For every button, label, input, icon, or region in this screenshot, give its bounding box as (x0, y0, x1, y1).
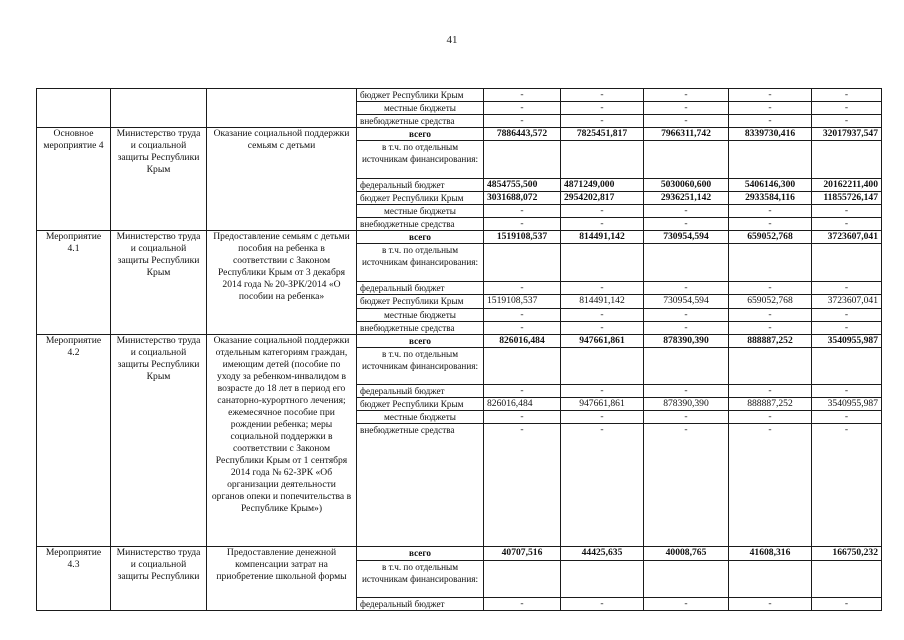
value-2018: 8339730,416 (729, 128, 812, 141)
value-2018 (729, 348, 812, 385)
value-2018: 888887,252 (729, 335, 812, 348)
executor-cell (111, 89, 207, 128)
source-cell: местные бюджеты (357, 205, 484, 218)
value-2015: 7886443,572 (484, 128, 561, 141)
value-2016: - (561, 322, 644, 335)
value-2018: 2933584,116 (729, 192, 812, 205)
source-cell: федеральный бюджет (357, 385, 484, 398)
value-2016: - (561, 309, 644, 322)
value-2015: - (484, 309, 561, 322)
table-row (37, 547, 882, 561)
value-2017: - (644, 411, 729, 424)
value-total: 3540955,987 (812, 335, 882, 348)
value-2015: 3031688,072 (484, 192, 561, 205)
value-2017: - (644, 309, 729, 322)
value-2018: - (729, 102, 812, 115)
value-2015: - (484, 598, 561, 611)
value-2017: - (644, 89, 729, 102)
value-2015 (484, 141, 561, 179)
source-cell: в т.ч. по отдельным источникам финансирования: (357, 561, 484, 598)
source-cell: внебюджетные средства (357, 218, 484, 231)
value-2015 (484, 348, 561, 385)
source-cell: федеральный бюджет (357, 282, 484, 295)
event-cell (37, 89, 111, 128)
value-2015: - (484, 322, 561, 335)
value-2015: - (484, 411, 561, 424)
value-2018: - (729, 89, 812, 102)
value-2018: - (729, 598, 812, 611)
value-2015 (484, 561, 561, 598)
table-row (37, 128, 882, 141)
value-2018: - (729, 205, 812, 218)
value-2015: - (484, 102, 561, 115)
value-2017: - (644, 598, 729, 611)
value-2016: - (561, 598, 644, 611)
value-total: - (812, 102, 882, 115)
value-2015: - (484, 385, 561, 398)
value-total: - (812, 218, 882, 231)
value-total: 3540955,987 (812, 398, 882, 411)
value-2015: - (484, 115, 561, 128)
value-2015: - (484, 282, 561, 295)
source-cell: всего (357, 547, 484, 561)
value-2015: 1519108,537 (484, 295, 561, 309)
table-row (37, 231, 882, 244)
value-2017: - (644, 205, 729, 218)
value-2017: 40008,765 (644, 547, 729, 561)
value-2016: - (561, 102, 644, 115)
value-2015: 40707,516 (484, 547, 561, 561)
source-cell: внебюджетные средства (357, 424, 484, 547)
source-cell: местные бюджеты (357, 102, 484, 115)
value-2017 (644, 244, 729, 282)
value-2016: - (561, 411, 644, 424)
event-name-cell: Предоставление семьям с детьми пособия на ребенка в соответствии с Законом Республики Крым от 3 декабря 2014 года № 20-ЗРК/2014 «О пособии на ребенка» (207, 231, 357, 335)
table-row (37, 89, 882, 102)
value-2016: 7825451,817 (561, 128, 644, 141)
table-row (37, 335, 882, 348)
value-total (812, 141, 882, 179)
value-2018: 888887,252 (729, 398, 812, 411)
value-2016: 947661,861 (561, 398, 644, 411)
source-cell: внебюджетные средства (357, 322, 484, 335)
value-total: - (812, 322, 882, 335)
source-cell: местные бюджеты (357, 309, 484, 322)
value-2018: - (729, 282, 812, 295)
value-2018: - (729, 424, 812, 547)
event-name-cell: Оказание социальной поддержки семьям с детьми (207, 128, 357, 231)
page-number: 41 (446, 34, 458, 46)
value-2018 (729, 244, 812, 282)
value-total: - (812, 411, 882, 424)
source-cell: бюджет Республики Крым (357, 192, 484, 205)
value-total: - (812, 385, 882, 398)
value-total: 20162211,400 (812, 179, 882, 192)
value-2018: 5406146,300 (729, 179, 812, 192)
value-total: - (812, 424, 882, 547)
value-2017: - (644, 218, 729, 231)
value-2018: - (729, 218, 812, 231)
value-2018: 659052,768 (729, 295, 812, 309)
value-2018 (729, 561, 812, 598)
value-2017: - (644, 424, 729, 547)
value-total (812, 348, 882, 385)
source-cell: всего (357, 231, 484, 244)
value-2016 (561, 561, 644, 598)
value-2018: 659052,768 (729, 231, 812, 244)
value-2015: 826016,484 (484, 335, 561, 348)
value-total: 11855726,147 (812, 192, 882, 205)
event-name-cell (207, 89, 357, 128)
executor-cell: Министерство труда и социальной защиты Республики Крым (111, 335, 207, 547)
value-2017: 730954,594 (644, 295, 729, 309)
value-2016: 814491,142 (561, 231, 644, 244)
value-total (812, 561, 882, 598)
value-2016: 2954202,817 (561, 192, 644, 205)
value-2015: - (484, 89, 561, 102)
value-2017: - (644, 322, 729, 335)
value-2016: - (561, 115, 644, 128)
value-2017: - (644, 385, 729, 398)
value-2018: - (729, 411, 812, 424)
value-2018: 41608,316 (729, 547, 812, 561)
value-2016: - (561, 424, 644, 547)
event-cell: Мероприятие 4.3 (37, 547, 111, 611)
event-name-cell: Оказание социальной поддержки отдельным категориям граждан, имеющим детей (пособие по уходу за ребенком-инвалидом в возрасте до 18 лет в период его санаторно-курортного лечения; ежемесячное пособие при рождении ребенка; меры социальной поддержки в соответствии с Законом Республики Крым от 1 сентября 2014 года № 62-ЗРК «Об организации деятельности органов опеки и попечительства в Республике Крым») (207, 335, 357, 547)
executor-cell: Министерство труда и социальной защиты Республики Крым (111, 231, 207, 335)
value-2018: - (729, 115, 812, 128)
value-2017: 5030060,600 (644, 179, 729, 192)
value-2016: - (561, 385, 644, 398)
value-2017: 878390,390 (644, 398, 729, 411)
value-2016: 947661,861 (561, 335, 644, 348)
value-2015: 826016,484 (484, 398, 561, 411)
value-total: 166750,232 (812, 547, 882, 561)
value-2018: - (729, 385, 812, 398)
value-2016 (561, 348, 644, 385)
value-total: - (812, 89, 882, 102)
source-cell: всего (357, 128, 484, 141)
funding-table (36, 88, 882, 611)
source-cell: внебюджетные средства (357, 115, 484, 128)
executor-cell: Министерство труда и социальной защиты Республики (111, 547, 207, 611)
event-cell: Основное мероприятие 4 (37, 128, 111, 231)
value-2015: 1519108,537 (484, 231, 561, 244)
value-2017 (644, 561, 729, 598)
value-2016: 814491,142 (561, 295, 644, 309)
source-cell: федеральный бюджет (357, 179, 484, 192)
value-2015: - (484, 218, 561, 231)
value-2016: - (561, 282, 644, 295)
value-2016 (561, 244, 644, 282)
value-2017: 2936251,142 (644, 192, 729, 205)
event-name-cell: Предоставление денежной компенсации затрат на приобретение школьной формы (207, 547, 357, 611)
source-cell: федеральный бюджет (357, 598, 484, 611)
value-total: 32017937,547 (812, 128, 882, 141)
value-total: - (812, 282, 882, 295)
value-2017: 730954,594 (644, 231, 729, 244)
value-total: - (812, 115, 882, 128)
value-2018: - (729, 322, 812, 335)
source-cell: бюджет Республики Крым (357, 398, 484, 411)
value-total (812, 244, 882, 282)
value-2015 (484, 244, 561, 282)
event-cell: Мероприятие 4.1 (37, 231, 111, 335)
source-cell: всего (357, 335, 484, 348)
value-total: 3723607,041 (812, 295, 882, 309)
source-cell: в т.ч. по отдельным источникам финансирования: (357, 348, 484, 385)
value-2016: - (561, 205, 644, 218)
value-2016: 44425,635 (561, 547, 644, 561)
source-cell: местные бюджеты (357, 411, 484, 424)
value-2016: 4871249,000 (561, 179, 644, 192)
value-total: - (812, 598, 882, 611)
value-2017 (644, 348, 729, 385)
executor-cell: Министерство труда и социальной защиты Республики Крым (111, 128, 207, 231)
value-2015: - (484, 205, 561, 218)
value-2017 (644, 141, 729, 179)
source-cell: в т.ч. по отдельным источникам финансирования: (357, 244, 484, 282)
source-cell: бюджет Республики Крым (357, 295, 484, 309)
source-cell: в т.ч. по отдельным источникам финансирования: (357, 141, 484, 179)
event-cell: Мероприятие 4.2 (37, 335, 111, 547)
value-2017: - (644, 282, 729, 295)
value-2017: - (644, 115, 729, 128)
value-2017: 7966311,742 (644, 128, 729, 141)
value-total: - (812, 205, 882, 218)
value-total: 3723607,041 (812, 231, 882, 244)
value-total: - (812, 309, 882, 322)
value-2015: 4854755,500 (484, 179, 561, 192)
value-2018 (729, 141, 812, 179)
source-cell: бюджет Республики Крым (357, 89, 484, 102)
value-2018: - (729, 309, 812, 322)
value-2016: - (561, 89, 644, 102)
value-2015: - (484, 424, 561, 547)
value-2017: - (644, 102, 729, 115)
value-2016: - (561, 218, 644, 231)
value-2016 (561, 141, 644, 179)
value-2017: 878390,390 (644, 335, 729, 348)
